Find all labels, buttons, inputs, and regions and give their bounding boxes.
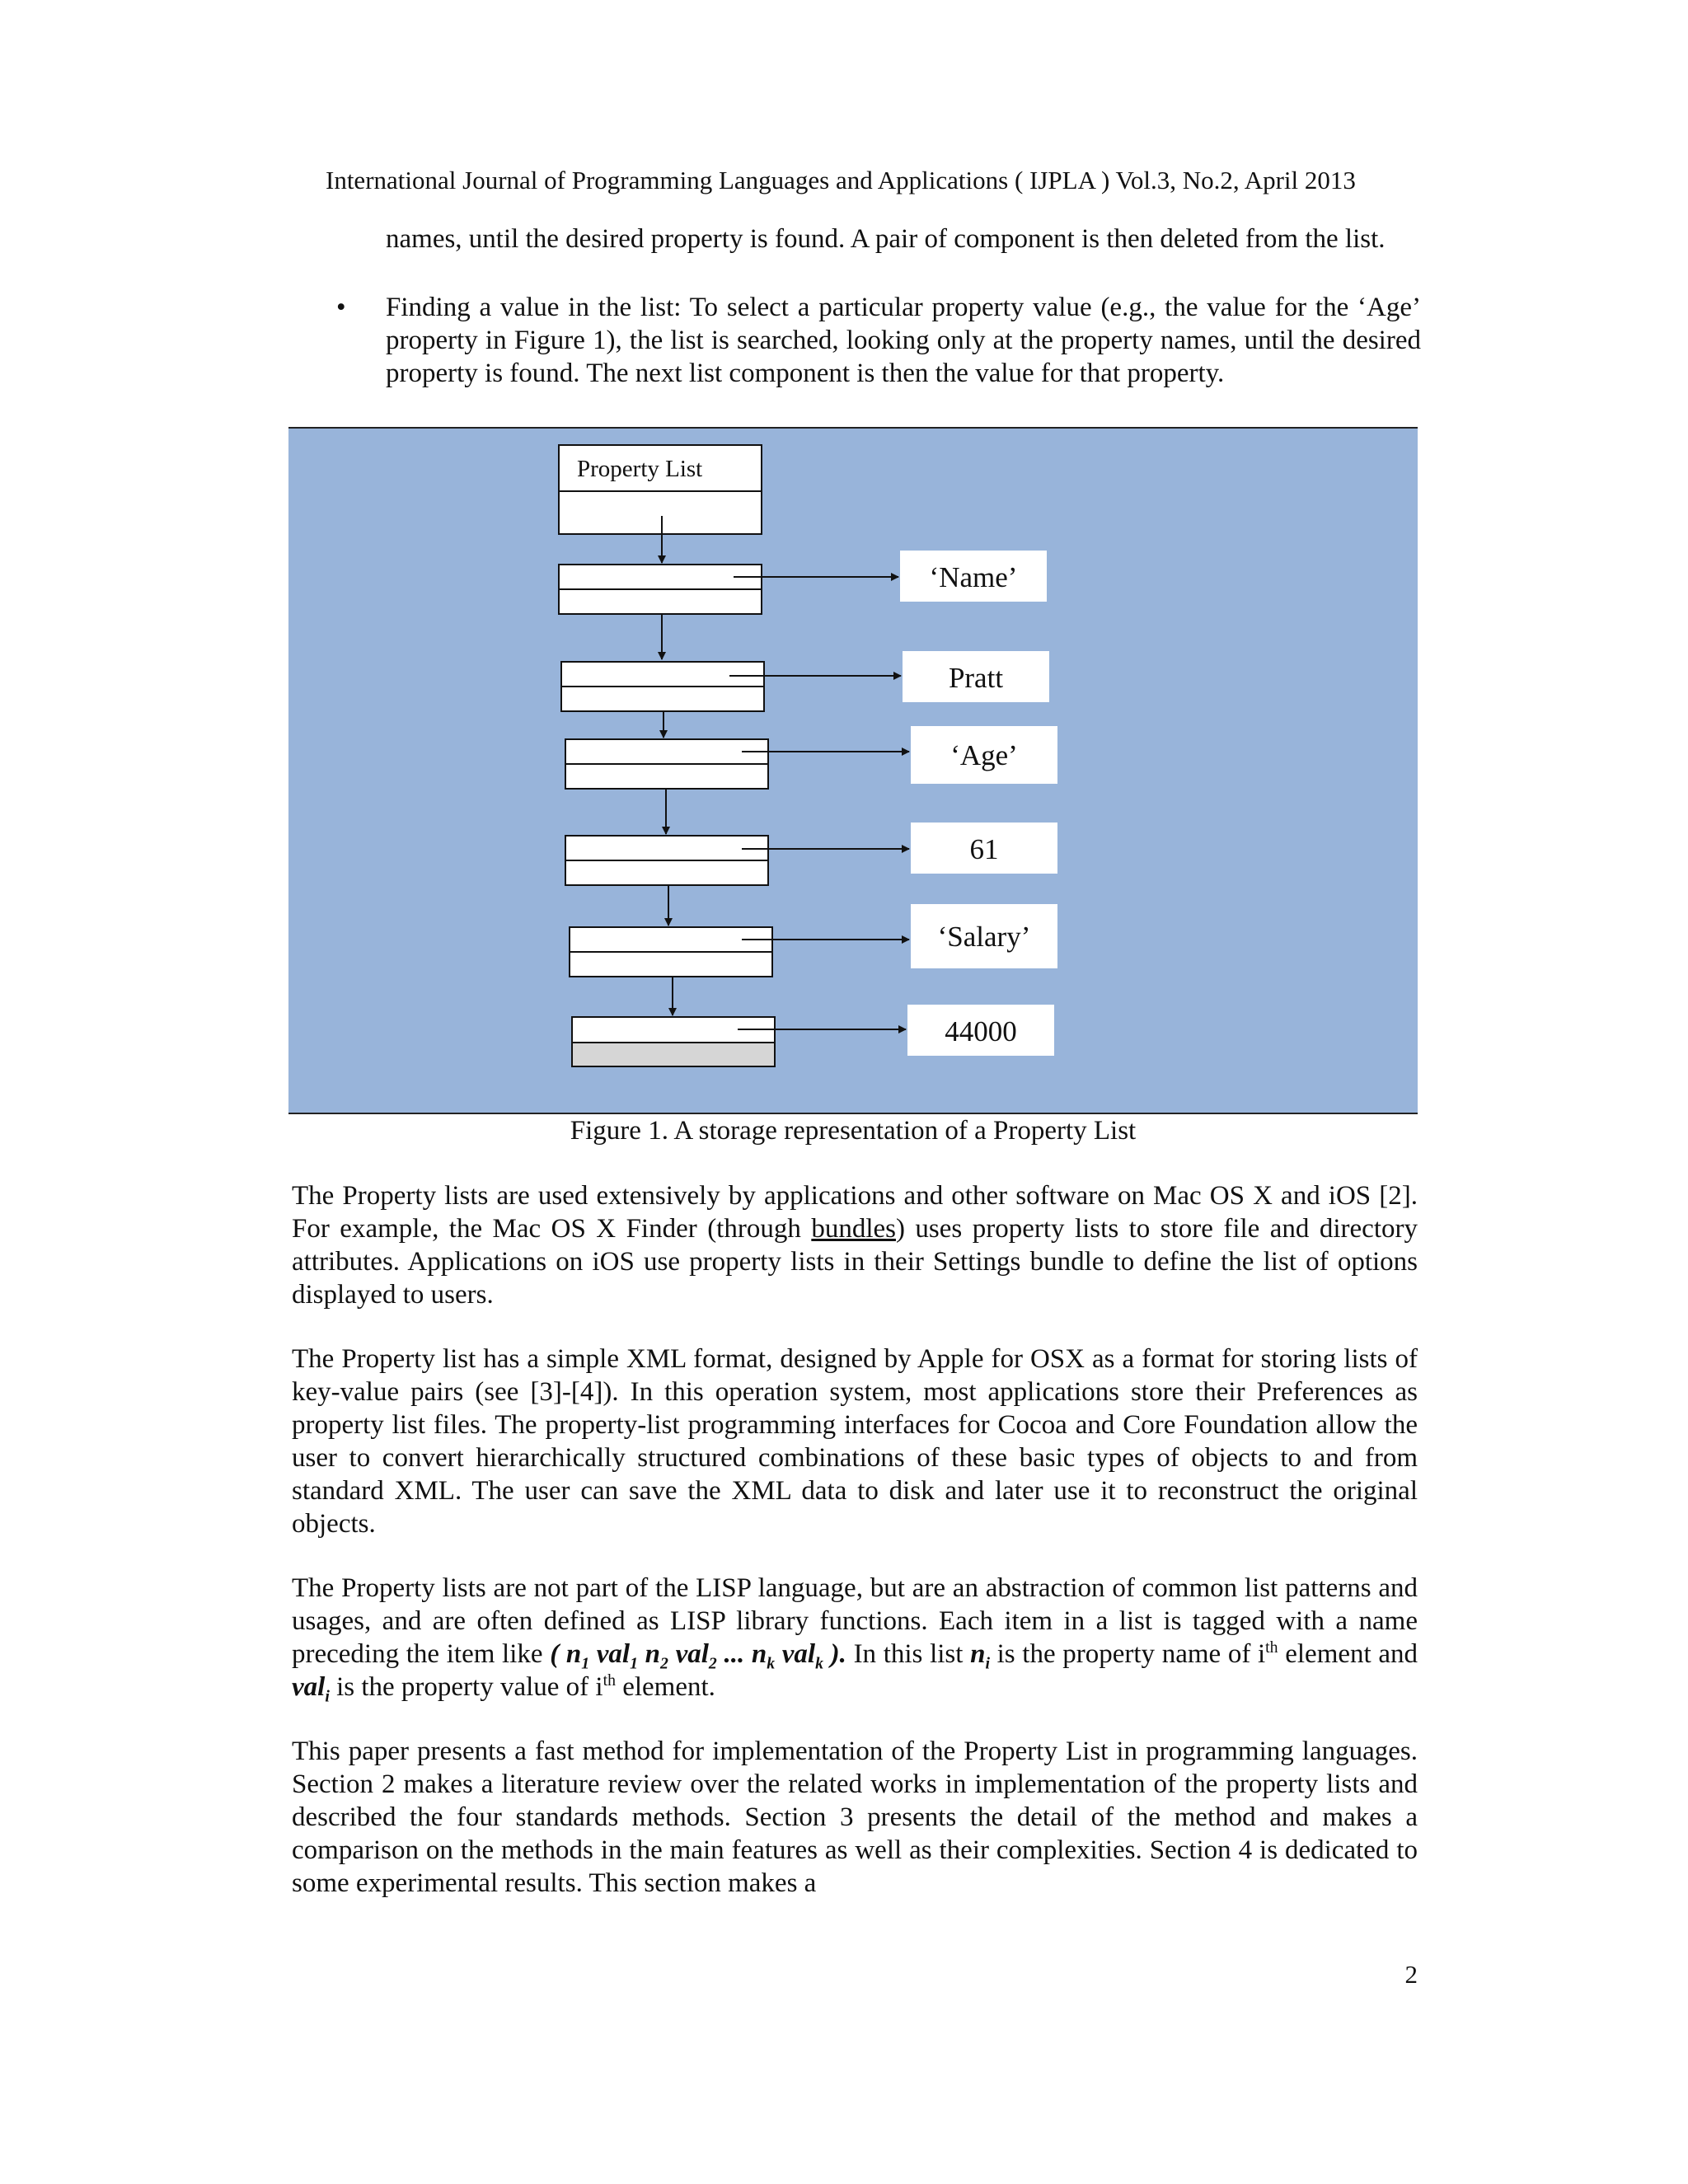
formula-part: ). <box>823 1639 846 1669</box>
property-list-formula <box>550 1639 846 1673</box>
formula-part: val <box>589 1639 631 1669</box>
paragraph-1 <box>292 1179 1418 1311</box>
symbol-val-subscript: i <box>325 1687 330 1706</box>
value-label-pratt: Pratt <box>948 662 1004 694</box>
formula-subscript: 2 <box>708 1654 717 1673</box>
value-label-61: 61 <box>969 833 999 865</box>
list-cell-3 <box>565 739 768 789</box>
symbol-n-subscript: i <box>985 1654 990 1673</box>
property-list-head-box <box>559 445 762 534</box>
paragraph-2: The Property list has a simple XML format, designed by Apple for OSX as a format for storing lists of key-value pairs (see [3]-[4]). In this operation system, most applications store their Preferences as property list files. The property-list programming interfaces for Cocoa and Core Foundation allow the user to convert hierarchically structured combinations of these basic types of objects to and from standard XML. The user can save the XML data to disk and later use it to reconstruct the original objects. <box>292 1344 1418 1539</box>
symbol-n: n <box>970 1639 986 1669</box>
formula-subscript: k <box>767 1654 776 1673</box>
paragraph-3-text-5: is the property value of i <box>329 1672 603 1702</box>
formula-subscript: 1 <box>581 1654 590 1673</box>
superscript-th: th <box>603 1671 616 1690</box>
figure-caption: Figure 1. A storage representation of a Property List <box>570 1116 1137 1146</box>
formula-part: n <box>638 1639 661 1669</box>
bundles-link: bundles <box>811 1214 896 1244</box>
paragraph-3 <box>292 1572 1418 1704</box>
figure-property-list <box>288 427 1418 1114</box>
list-cell-5 <box>570 927 772 977</box>
superscript-th: th <box>1265 1638 1278 1657</box>
formula-part: val <box>775 1639 816 1669</box>
formula-part: ( n <box>550 1639 582 1669</box>
symbol-val: val <box>292 1672 326 1702</box>
formula-part: val <box>668 1639 709 1669</box>
page-number: 2 <box>1404 1960 1418 1989</box>
paragraph-3-text-1: The Property lists are not part of the LISP language, but are an abstraction of common list patterns and usages, and are often defined as LISP library functions. Each item in a list is tagged with a name preceding the item like <box>292 1573 1418 1669</box>
bullet-continuation-text: names, until the desired property is found. A pair of component is then deleted from the list. <box>386 224 1386 254</box>
value-label-44000: 44000 <box>945 1015 1017 1047</box>
value-label-name: ‘Name’ <box>929 561 1018 593</box>
list-cell-2 <box>561 662 764 711</box>
formula-part: ... n <box>716 1639 767 1669</box>
figure-diagram <box>288 429 1418 1113</box>
paragraph-1-text-a: The Property lists are used extensively by applications and other software on Mac OS X and iOS [2]. For example, the Mac OS X Finder (through <box>292 1181 1418 1244</box>
value-label-age: ‘Age’ <box>950 739 1018 771</box>
formula-subscript: 1 <box>630 1654 638 1673</box>
paragraph-3-text-2: In this list <box>846 1639 971 1669</box>
bullet-text: Finding a value in the list: To select a particular property value (e.g., the value for the ‘Age’ property in Figure 1), the list is searched, looking only at the property names, until the desired property is found. The next list component is then the value for that property. <box>386 293 1421 388</box>
formula-subscript: 2 <box>660 1654 668 1673</box>
paragraph-3-text-6: element. <box>615 1672 715 1702</box>
paragraph-1-text-b: ) uses property lists to store file and directory attributes. Applications on iOS use property lists in their Settings bundle to define the list of options displayed to users. <box>292 1214 1418 1310</box>
formula-subscript: k <box>815 1654 823 1673</box>
value-label-salary: ‘Salary’ <box>937 921 1031 953</box>
running-header: International Journal of Programming Languages and Applications ( IJPLA ) Vol.3, No.2, April 2013 <box>326 166 1356 194</box>
bullet-icon: • <box>336 293 346 322</box>
list-cell-1 <box>559 565 762 614</box>
property-list-head-label: Property List <box>577 456 703 482</box>
paragraph-4: This paper presents a fast method for implementation of the Property List in programming languages. Section 2 makes a literature review over the related works in implementation of the property lists and described the four standards methods. Section 3 presents the detail of the method and makes a comparison on the methods in the main features as well as their complexities. Section 4 is dedicated to some experimental results. This section makes a <box>292 1736 1418 1898</box>
bullet-item-finding-value <box>336 291 1421 390</box>
paragraph-3-text-4: element and <box>1278 1639 1418 1669</box>
paragraph-3-text-3: is the property name of i <box>989 1639 1266 1669</box>
list-cell-6-terminal <box>572 1017 775 1066</box>
list-cell-4 <box>565 836 768 885</box>
